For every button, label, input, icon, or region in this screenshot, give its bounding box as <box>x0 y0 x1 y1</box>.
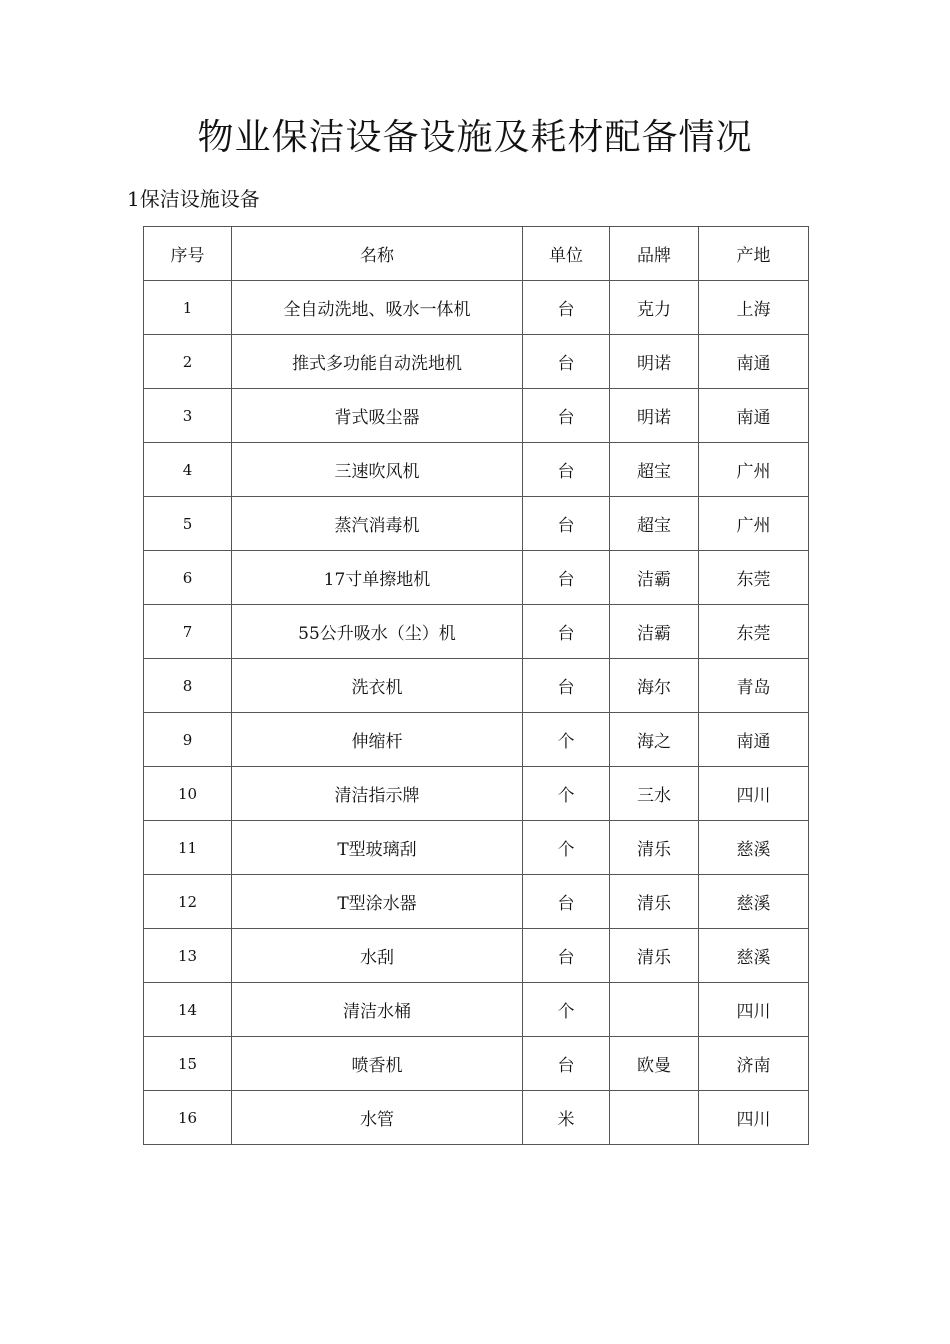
cell-origin: 东莞 <box>699 605 809 659</box>
cell-brand: 海之 <box>610 713 699 767</box>
cell-name: T型玻璃刮 <box>232 821 523 875</box>
cell-name: 17寸单擦地机 <box>232 551 523 605</box>
cell-unit: 个 <box>523 713 610 767</box>
cell-brand <box>610 983 699 1037</box>
cell-brand: 超宝 <box>610 497 699 551</box>
table-row <box>144 983 809 1037</box>
cell-no: 10 <box>144 767 232 821</box>
cell-name: 清洁水桶 <box>232 983 523 1037</box>
table-row <box>144 713 809 767</box>
cell-origin: 四川 <box>699 983 809 1037</box>
section-title: 1保洁设施设备 <box>127 187 260 211</box>
cell-origin: 南通 <box>699 713 809 767</box>
cell-unit: 台 <box>523 551 610 605</box>
cell-name: 三速吹风机 <box>232 443 523 497</box>
header-brand: 品牌 <box>610 227 699 281</box>
cell-origin: 四川 <box>699 1091 809 1145</box>
header-origin: 产地 <box>699 227 809 281</box>
table-header-row <box>144 227 809 281</box>
table-row <box>144 929 809 983</box>
cell-brand: 清乐 <box>610 821 699 875</box>
cell-name: 55公升吸水（尘）机 <box>232 605 523 659</box>
header-name: 名称 <box>232 227 523 281</box>
cell-no: 1 <box>144 281 232 335</box>
cell-origin: 青岛 <box>699 659 809 713</box>
cell-origin: 慈溪 <box>699 929 809 983</box>
cell-no: 11 <box>144 821 232 875</box>
cell-origin: 东莞 <box>699 551 809 605</box>
equipment-table <box>143 226 809 1145</box>
cell-no: 7 <box>144 605 232 659</box>
cell-brand: 三水 <box>610 767 699 821</box>
table-row <box>144 1091 809 1145</box>
cell-name: 水管 <box>232 1091 523 1145</box>
cell-origin: 济南 <box>699 1037 809 1091</box>
document-title: 物业保洁设备设施及耗材配备情况 <box>197 117 753 158</box>
cell-name: 洗衣机 <box>232 659 523 713</box>
cell-origin: 四川 <box>699 767 809 821</box>
cell-brand: 超宝 <box>610 443 699 497</box>
cell-name: 推式多功能自动洗地机 <box>232 335 523 389</box>
table-row <box>144 389 809 443</box>
cell-unit: 台 <box>523 659 610 713</box>
cell-origin: 南通 <box>699 335 809 389</box>
cell-origin: 上海 <box>699 281 809 335</box>
cell-name: 清洁指示牌 <box>232 767 523 821</box>
header-unit: 单位 <box>523 227 610 281</box>
header-no: 序号 <box>144 227 232 281</box>
cell-no: 13 <box>144 929 232 983</box>
table-row <box>144 659 809 713</box>
table-row <box>144 1037 809 1091</box>
cell-name: T型涂水器 <box>232 875 523 929</box>
table-row <box>144 335 809 389</box>
cell-no: 9 <box>144 713 232 767</box>
cell-name: 水刮 <box>232 929 523 983</box>
cell-brand: 清乐 <box>610 929 699 983</box>
cell-brand <box>610 1091 699 1145</box>
cell-unit: 台 <box>523 443 610 497</box>
cell-no: 4 <box>144 443 232 497</box>
table-row <box>144 875 809 929</box>
cell-brand: 克力 <box>610 281 699 335</box>
table-row <box>144 767 809 821</box>
cell-name: 背式吸尘器 <box>232 389 523 443</box>
cell-unit: 台 <box>523 281 610 335</box>
cell-no: 2 <box>144 335 232 389</box>
cell-unit: 个 <box>523 821 610 875</box>
table-row <box>144 443 809 497</box>
cell-no: 3 <box>144 389 232 443</box>
cell-origin: 慈溪 <box>699 875 809 929</box>
cell-origin: 广州 <box>699 497 809 551</box>
cell-brand: 欧曼 <box>610 1037 699 1091</box>
cell-no: 16 <box>144 1091 232 1145</box>
cell-brand: 明诺 <box>610 389 699 443</box>
cell-origin: 广州 <box>699 443 809 497</box>
cell-origin: 南通 <box>699 389 809 443</box>
cell-unit: 米 <box>523 1091 610 1145</box>
cell-unit: 个 <box>523 767 610 821</box>
cell-name: 全自动洗地、吸水一体机 <box>232 281 523 335</box>
cell-no: 14 <box>144 983 232 1037</box>
cell-no: 15 <box>144 1037 232 1091</box>
cell-no: 5 <box>144 497 232 551</box>
cell-unit: 台 <box>523 1037 610 1091</box>
cell-brand: 洁霸 <box>610 605 699 659</box>
cell-brand: 海尔 <box>610 659 699 713</box>
cell-unit: 台 <box>523 389 610 443</box>
cell-unit: 个 <box>523 983 610 1037</box>
cell-unit: 台 <box>523 929 610 983</box>
table-row <box>144 497 809 551</box>
table-row <box>144 551 809 605</box>
table-row <box>144 281 809 335</box>
cell-unit: 台 <box>523 335 610 389</box>
cell-no: 12 <box>144 875 232 929</box>
table-row <box>144 605 809 659</box>
table-row <box>144 821 809 875</box>
cell-name: 蒸汽消毒机 <box>232 497 523 551</box>
cell-unit: 台 <box>523 875 610 929</box>
cell-unit: 台 <box>523 605 610 659</box>
cell-unit: 台 <box>523 497 610 551</box>
cell-name: 喷香机 <box>232 1037 523 1091</box>
cell-brand: 洁霸 <box>610 551 699 605</box>
cell-no: 8 <box>144 659 232 713</box>
cell-brand: 明诺 <box>610 335 699 389</box>
cell-brand: 清乐 <box>610 875 699 929</box>
cell-origin: 慈溪 <box>699 821 809 875</box>
cell-name: 伸缩杆 <box>232 713 523 767</box>
cell-no: 6 <box>144 551 232 605</box>
